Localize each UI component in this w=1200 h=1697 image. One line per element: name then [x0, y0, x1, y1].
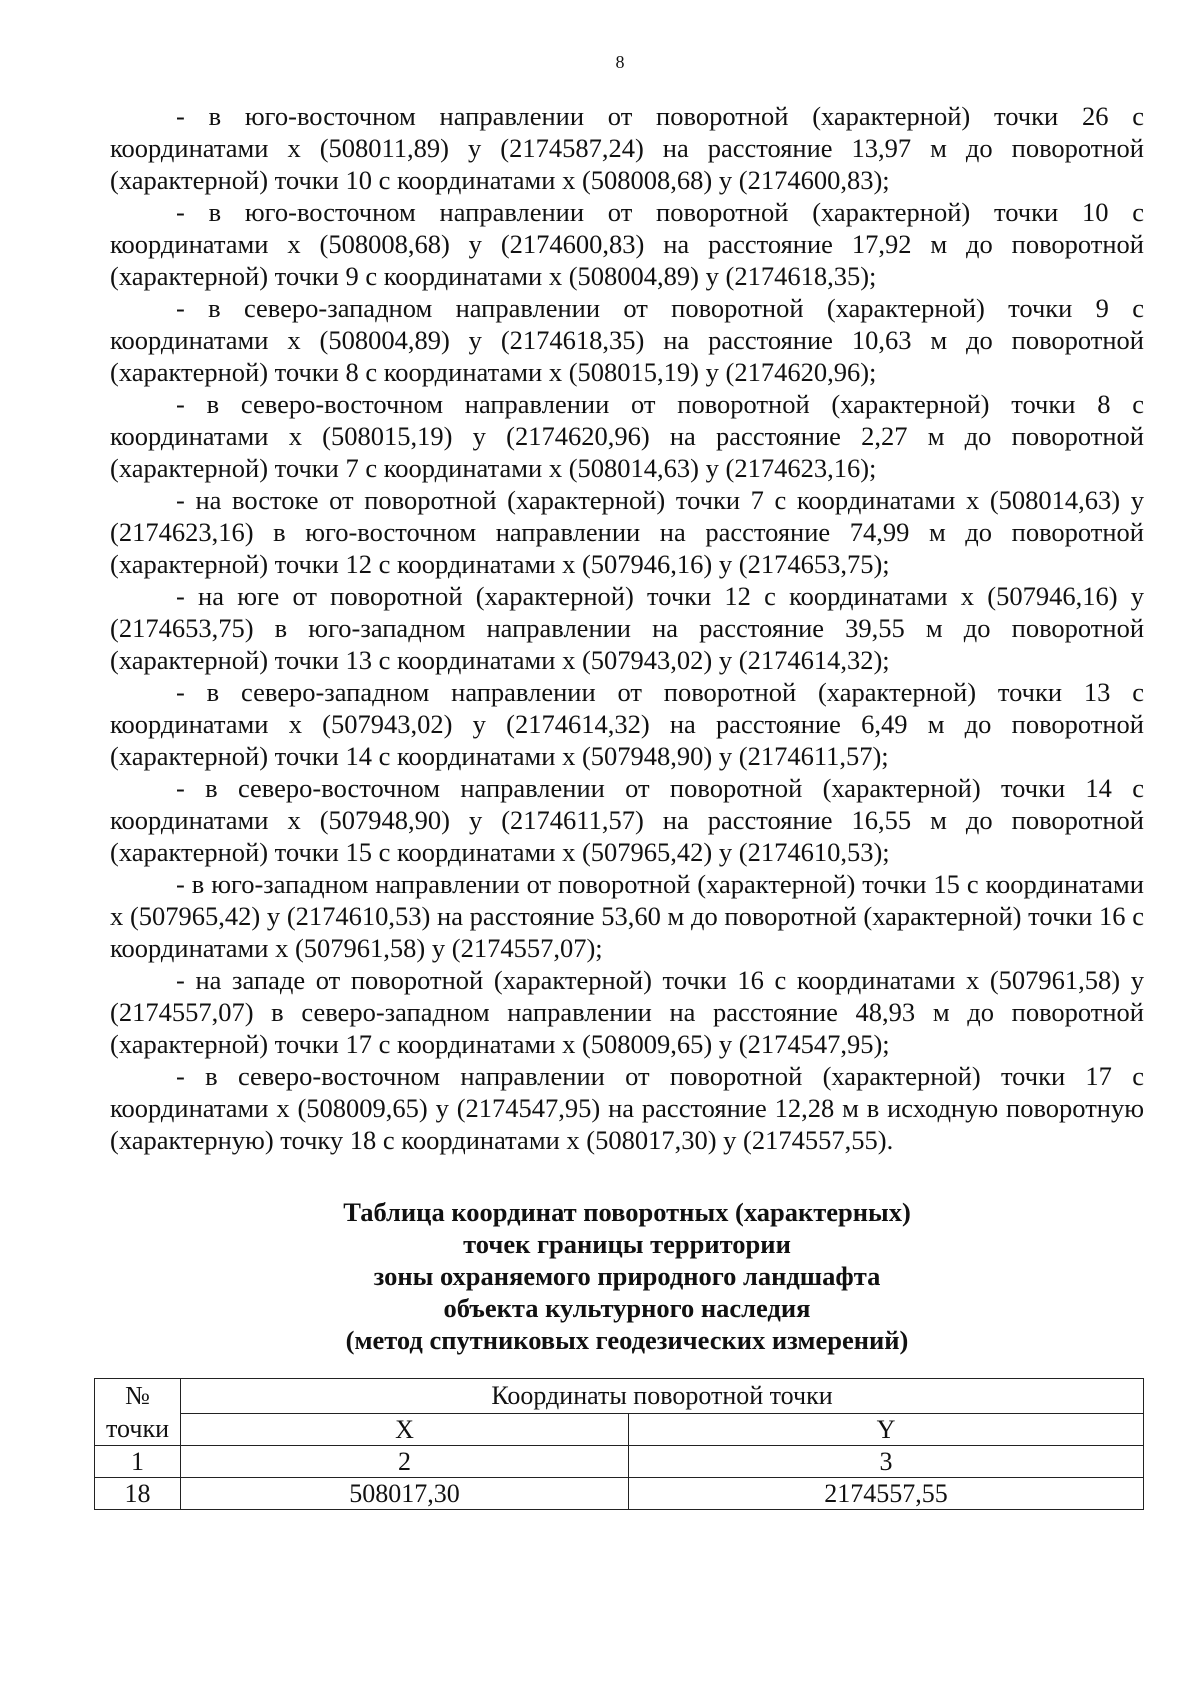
page-number: 8 — [615, 52, 625, 72]
table-header-row — [95, 1379, 1144, 1414]
table-title-line: (метод спутниковых геодезических измерений) — [345, 1325, 909, 1355]
boundary-paragraph: - в юго-восточном направлении от поворотной (характерной) точки 10 с координатами x (508008,68) y (2174600,83) на расстояние 17,92 м до поворотной (характерной) точки 9 с координатами x (508004,89) y (2174618,35); — [110, 197, 1144, 291]
boundary-paragraph: - в юго-западном направлении от поворотной (характерной) точки 15 с координатами x (507965,42) y (2174610,53) на расстояние 53,60 м до поворотной (характерной) точки 16 с координатами x (507961,58) y (2174557,07); — [110, 869, 1144, 963]
y-header: Y — [629, 1414, 1144, 1446]
boundary-paragraph: - на западе от поворотной (характерной) точки 16 с координатами x (507961,58) y (2174557,07) в северо-западном направлении на расстояние 48,93 м до поворотной (характерной) точки 17 с координатами x (508009,65) y (2174547,95); — [110, 965, 1144, 1059]
index-cell: 1 — [95, 1446, 181, 1478]
coordinates-header: Координаты поворотной точки — [181, 1379, 1144, 1414]
y-coordinate-cell: 2174557,55 — [629, 1478, 1144, 1510]
point-number-header: № — [95, 1379, 181, 1414]
table-title-line: точек границы территории — [463, 1229, 791, 1259]
table-subheader-row — [95, 1414, 1144, 1446]
boundary-paragraph: - в северо-восточном направлении от поворотной (характерной) точки 14 с координатами x (507948,90) y (2174611,57) на расстояние 16,55 м до поворотной (характерной) точки 15 с координатами x (507965,42) y (2174610,53); — [110, 773, 1144, 867]
boundary-paragraph: - в северо-западном направлении от поворотной (характерной) точки 13 с координатами x (507943,02) y (2174614,32) на расстояние 6,49 м до поворотной (характерной) точки 14 с координатами x (507948,90) y (2174611,57); — [110, 677, 1144, 771]
boundary-paragraph: - в северо-западном направлении от поворотной (характерной) точки 9 с координатами x (508004,89) y (2174618,35) на расстояние 10,63 м до поворотной (характерной) точки 8 с координатами x (508015,19) y (2174620,96); — [110, 293, 1144, 387]
x-header: X — [181, 1414, 629, 1446]
point-number-subheader: точки — [95, 1414, 181, 1446]
table-title-line: объекта культурного наследия — [443, 1293, 811, 1323]
table-index-row — [95, 1446, 1144, 1478]
boundary-paragraph: - в северо-восточном направлении от поворотной (характерной) точки 8 с координатами x (508015,19) y (2174620,96) на расстояние 2,27 м до поворотной (характерной) точки 7 с координатами x (508014,63) y (2174623,16); — [110, 389, 1144, 483]
boundary-paragraph: - в северо-восточном направлении от поворотной (характерной) точки 17 с координатами x (508009,65) y (2174547,95) на расстояние 12,28 м в исходную поворотную (характерную) точку 18 с координатами x (508017,30) y (2174557,55). — [110, 1061, 1144, 1155]
index-cell: 2 — [181, 1446, 629, 1478]
table-title — [110, 1196, 1144, 1356]
table-title-line: Таблица координат поворотных (характерных) — [343, 1197, 911, 1227]
index-cell: 3 — [629, 1446, 1144, 1478]
boundary-paragraph: - на востоке от поворотной (характерной) точки 7 с координатами x (508014,63) y (2174623,16) в юго-восточном направлении на расстояние 74,99 м до поворотной (характерной) точки 12 с координатами x (507946,16) y (2174653,75); — [110, 485, 1144, 579]
x-coordinate-cell: 508017,30 — [181, 1478, 629, 1510]
point-number-cell: 18 — [95, 1478, 181, 1510]
table-title-line: зоны охраняемого природного ландшафта — [373, 1261, 881, 1291]
table-row — [95, 1478, 1144, 1510]
coordinates-table — [94, 1378, 1144, 1510]
boundary-paragraph: - в юго-восточном направлении от поворотной (характерной) точки 26 с координатами x (508011,89) y (2174587,24) на расстояние 13,97 м до поворотной (характерной) точки 10 с координатами x (508008,68) y (2174600,83); — [110, 101, 1144, 195]
body-text — [110, 100, 1144, 1156]
boundary-paragraph: - на юге от поворотной (характерной) точки 12 с координатами x (507946,16) y (2174653,75) в юго-западном направлении на расстояние 39,55 м до поворотной (характерной) точки 13 с координатами x (507943,02) y (2174614,32); — [110, 581, 1144, 675]
